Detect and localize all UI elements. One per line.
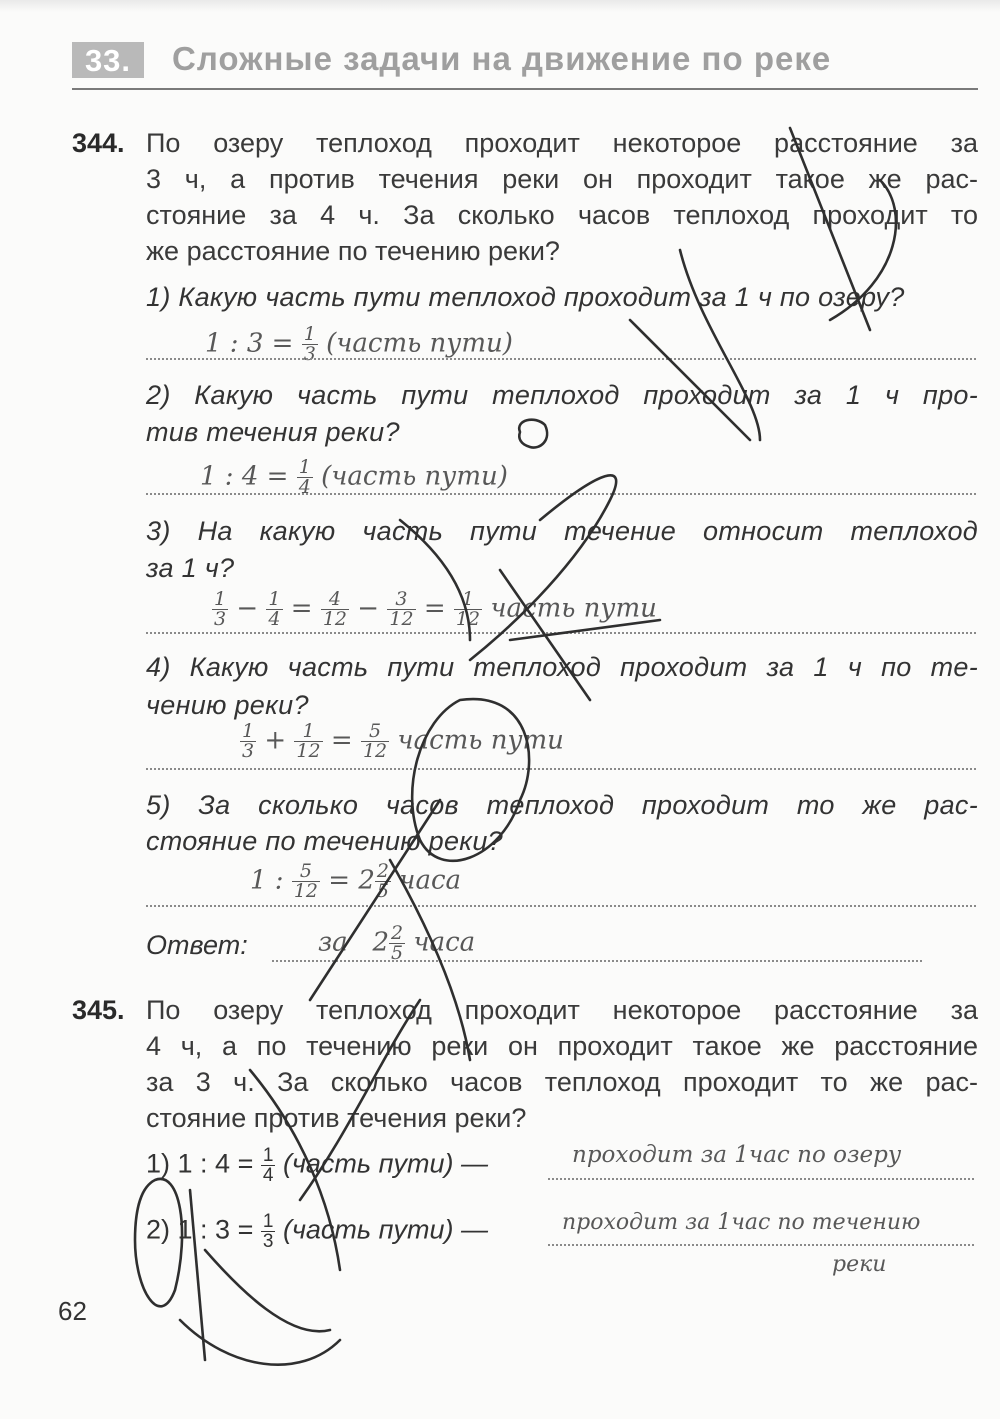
page-edge-shadow (0, 0, 1000, 12)
problem-344-line: стояние за 4 ч. За сколько часов теплоход проходит то (146, 200, 978, 230)
answer-line (146, 358, 976, 360)
answer-line (146, 632, 976, 634)
problem-344-line: же расстояние по течению реки? (146, 236, 560, 266)
answer-line (548, 1244, 974, 1246)
answer-q4-handwritten: $\frac{1}{3}$ + $\frac{1}{12}$ = $\frac{5}{12}$ часть пути (242, 720, 564, 762)
answer-line (146, 493, 976, 495)
answer-q3-handwritten: $\frac{1}{3}$ − $\frac{1}{4}$ = $\frac{4}{12}$ − $\frac{3}{12}$ = $\frac{1}{12}$ часть пути (214, 588, 657, 630)
step-2-handwritten-note: проходит за 1час по течению (562, 1210, 921, 1235)
answer-label: Ответ: (146, 930, 248, 960)
scribble-stroke (205, 1250, 330, 1331)
answer-q5-handwritten: 1 : $\frac{5}{12}$ = 2 $\frac{2}{5}$ часа (250, 860, 462, 902)
question-3: 3) На какую часть пути течение относит теплоход (146, 516, 978, 546)
problem-344-line: 3 ч, а против течения реки он проходит такое же рас- (146, 164, 978, 194)
answer-line (146, 905, 976, 907)
answer-line (146, 768, 976, 770)
chapter-title: Сложные задачи на движение по реке (172, 40, 832, 77)
question-1: 1) Какую часть пути теплоход проходит за 1 ч по озеру? (146, 282, 905, 312)
problem-344-number: 344. (72, 128, 125, 158)
answer-q2-handwritten: 1 : 4 = $\frac{1}{4}$ (часть пути) (200, 456, 508, 498)
problem-345-line: По озеру теплоход проходит некоторое расстояние за (146, 995, 978, 1025)
chapter-number-badge: 33. (72, 42, 144, 78)
step-2-handwritten-note-cont: реки (832, 1252, 887, 1277)
step-1-handwritten-note: проходит за 1час по озеру (572, 1142, 902, 1168)
scribble-stroke (180, 1320, 340, 1365)
question-3: за 1 ч? (146, 553, 235, 583)
problem-345-number: 345. (72, 995, 125, 1025)
question-4: 4) Какую часть пути теплоход проходит за 1 ч по те- (146, 652, 978, 682)
question-5: 5) За сколько часов теплоход проходит то же рас- (146, 790, 978, 820)
answer-q1-handwritten: 1 : 3 = $\frac{1}{3}$ (часть пути) (205, 323, 513, 365)
question-2: 2) Какую часть пути теплоход проходит за 1 ч про- (146, 380, 978, 410)
problem-344-line: По озеру теплоход проходит некоторое расстояние за (146, 128, 978, 158)
problem-345-line: за 3 ч. За сколько часов теплоход проходит то же рас- (146, 1067, 978, 1097)
page-number: 62 (58, 1296, 87, 1326)
answer-line (272, 960, 922, 962)
question-5: стояние по течению реки? (146, 826, 503, 856)
problem-345-line: 4 ч, а по течению реки он проходит такое же расстояние (146, 1031, 978, 1061)
problem-345-line: стояние против течения реки? (146, 1103, 527, 1133)
final-answer-handwritten: за 2 $\frac{2}{5}$ часа (318, 922, 476, 964)
question-2: тив течения реки? (146, 417, 400, 447)
problem-345-step-2: 2) 1 : 3 = $\frac{1}{3}$ (часть пути) — (146, 1211, 488, 1252)
answer-line (548, 1178, 974, 1180)
scribble-stroke (680, 250, 760, 440)
problem-345-step-1: 1) 1 : 4 = $\frac{1}{4}$ (часть пути) — (146, 1145, 488, 1186)
question-4: чению реки? (146, 690, 309, 720)
title-underline (72, 88, 978, 90)
